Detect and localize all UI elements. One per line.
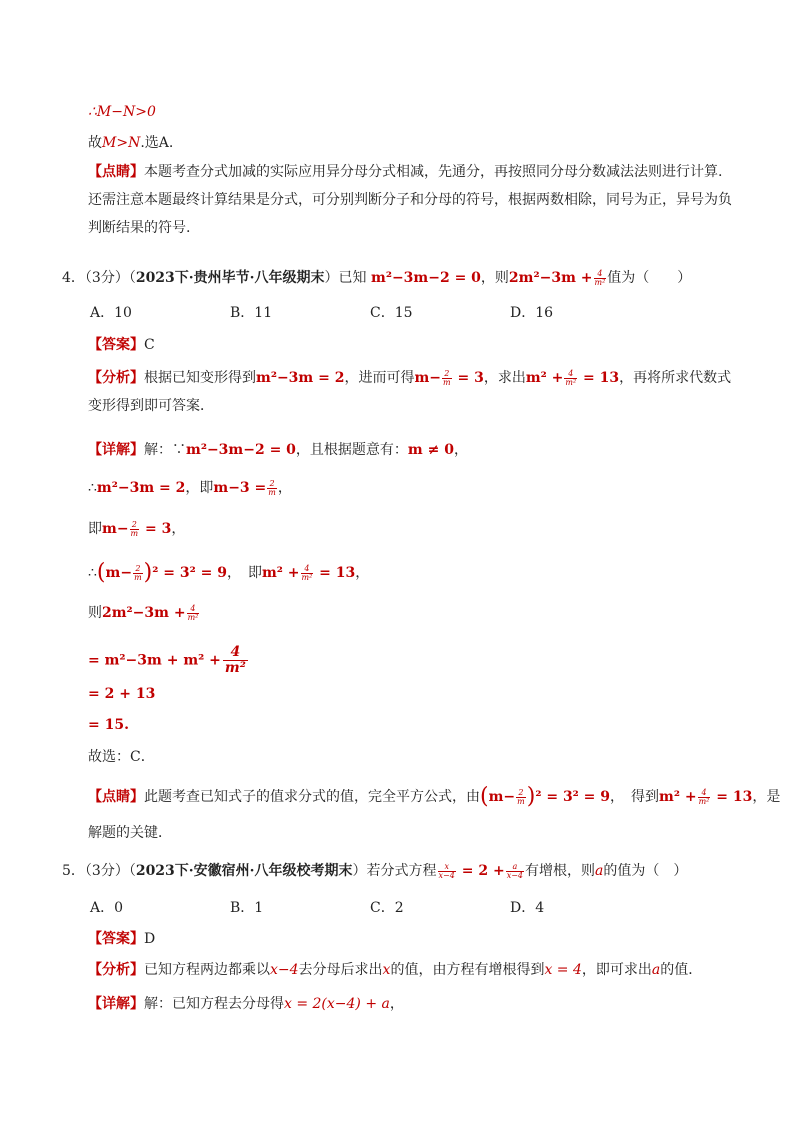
fraction	[130, 521, 140, 538]
denominator: m²	[698, 796, 710, 806]
text: 即	[88, 521, 102, 537]
text: ）若分式方程	[352, 863, 437, 879]
text: ，即	[185, 480, 214, 496]
detail-line-4	[88, 560, 734, 585]
text: 的值，由方程有增根得到	[390, 962, 545, 978]
option-b: B．11	[230, 305, 273, 321]
numerator: x	[438, 863, 456, 872]
text: ，	[171, 521, 186, 537]
comment-paragraph	[88, 158, 734, 242]
math-expr: 2m²−3m +	[102, 605, 186, 621]
detail-line-3	[88, 519, 734, 539]
answer-line-q5	[88, 929, 734, 949]
numerator: 2	[516, 789, 526, 798]
detail-line-9	[88, 747, 734, 767]
question-source: 2023下·安徽宿州·八年级校考期末	[135, 863, 353, 879]
math-expr: m−	[105, 565, 133, 581]
math-expr: x	[382, 962, 391, 978]
math-expr: m²−3m = 2	[256, 370, 345, 386]
denominator: m	[517, 796, 525, 806]
denominator: m	[443, 377, 451, 387]
numerator: 4	[187, 605, 200, 614]
math-expr: a	[651, 962, 661, 978]
tag-label: 【点睛】	[88, 164, 144, 180]
detail-line-6	[88, 645, 734, 676]
text: 值为（ ）	[607, 270, 692, 286]
denominator: m	[130, 528, 139, 538]
answer-value: C	[144, 337, 155, 353]
text: ，即可求出	[581, 962, 652, 978]
math-expr: m−	[102, 521, 129, 537]
math-expr: M>N	[102, 135, 141, 151]
comment-line-q4-2	[88, 823, 734, 843]
text: 的值．	[660, 962, 703, 978]
denominator: m	[134, 572, 142, 582]
math-expr: ² = 3² = 9	[535, 789, 611, 805]
math-expr: a	[595, 863, 604, 879]
answer-line	[88, 335, 734, 355]
text: 的值为（ ）	[603, 863, 688, 879]
paren-right: )	[526, 784, 536, 809]
fraction	[187, 605, 200, 622]
tag-label: 【答案】	[88, 337, 144, 353]
denominator: m²	[301, 572, 313, 582]
text: 故	[88, 135, 102, 151]
text: ，	[453, 442, 468, 458]
numerator: 2	[267, 480, 277, 489]
fraction	[438, 863, 456, 880]
math-expr: = 3	[140, 521, 172, 537]
option-a: A．10	[90, 305, 132, 321]
tag-label: 【详解】	[88, 996, 144, 1012]
math-expr: = 13	[578, 370, 620, 386]
math-expr: m² +	[525, 370, 564, 386]
math-expr: m−3 =	[213, 480, 267, 496]
denominator: m²	[224, 660, 246, 676]
text: 5．（3分）（	[62, 863, 136, 879]
math-expr: m²−3m−2 = 0	[371, 270, 481, 286]
tag-label: 【分析】	[88, 370, 144, 386]
question-4-options	[90, 303, 734, 323]
text: 此题考查已知式子的值求分式的值，完全平方公式，由	[144, 789, 480, 805]
denominator: m²	[594, 277, 606, 287]
numerator: 4	[698, 789, 711, 798]
line-m-minus-n	[88, 102, 734, 122]
analysis-line-q5	[88, 960, 734, 980]
math-expr: x−4	[270, 962, 299, 978]
denominator: m²	[565, 377, 577, 387]
detail-line-5	[88, 603, 734, 623]
text: 根据已知变形得到	[144, 370, 256, 386]
math-expr: x = 2(x−4) + a	[284, 996, 390, 1012]
option-a: A．0	[90, 900, 124, 916]
text: 解：已知方程去分母得	[144, 996, 284, 1012]
option-d: D．4	[510, 900, 545, 916]
numerator: 4	[223, 645, 248, 661]
text: ∴	[88, 480, 97, 496]
detail-line-8	[88, 715, 734, 735]
line-conclusion	[88, 133, 734, 153]
numerator: 2	[133, 565, 143, 574]
text: ， 得到	[610, 789, 660, 805]
numerator: 2	[130, 521, 140, 530]
math-expr: = m²−3m + m² +	[88, 652, 221, 669]
detail-line-2	[88, 478, 734, 498]
numerator: 4	[301, 565, 314, 574]
detail-line-1	[88, 440, 734, 460]
detail-line-q5	[88, 994, 734, 1014]
tag-label: 【分析】	[88, 962, 144, 978]
math-expr: m² +	[659, 789, 697, 805]
fraction	[594, 270, 607, 287]
text: ，	[355, 565, 370, 581]
tag-label: 【答案】	[88, 931, 144, 947]
text: ，是	[752, 789, 781, 805]
question-5-stem	[62, 861, 734, 881]
option-b: B．1	[230, 900, 264, 916]
math-expr: m²−3m−2 = 0	[186, 442, 296, 458]
fraction	[133, 565, 143, 582]
question-4-stem	[62, 268, 734, 288]
paren-left: (	[96, 560, 106, 585]
fraction	[267, 480, 277, 497]
question-source: 2023下·贵州毕节·八年级期末	[135, 270, 325, 286]
math-expr: ² = 3² = 9	[152, 565, 227, 581]
option-c: C．2	[370, 900, 404, 916]
math-expr: = 3	[452, 370, 484, 386]
math-expr: m−	[414, 370, 441, 386]
math-expr: m²−3m = 2	[96, 480, 186, 496]
text: ， 即	[226, 565, 262, 581]
text: 解题的关键．	[88, 825, 172, 841]
text: 4．（3分）（	[62, 270, 136, 286]
text: ，	[277, 480, 292, 496]
option-d: D．16	[510, 305, 554, 321]
text: ，且根据题意有：	[295, 442, 408, 458]
question-5-options	[90, 898, 734, 918]
math-expr: = 13	[711, 789, 753, 805]
text: 故选：C．	[88, 749, 155, 765]
paren-left: (	[480, 784, 489, 809]
text: ，则	[480, 270, 509, 286]
text: 去分母后求出	[298, 962, 383, 978]
text: ，求出	[483, 370, 526, 386]
answer-value: D	[144, 931, 156, 947]
math-expr: = 15.	[88, 717, 129, 733]
numerator: 4	[564, 370, 577, 379]
denominator: x−4	[506, 870, 523, 880]
denominator: m	[268, 487, 276, 497]
text: ，	[389, 996, 404, 1012]
denominator: x−4	[438, 870, 455, 880]
fraction	[516, 789, 526, 806]
denominator: m²	[187, 612, 199, 622]
text: 则	[88, 605, 102, 621]
text: 有增根，则	[525, 863, 595, 879]
fraction	[564, 370, 577, 387]
math-expr: = 2 + 13	[88, 686, 156, 702]
fraction	[223, 645, 248, 676]
detail-line-7	[88, 684, 734, 704]
fraction	[442, 370, 452, 387]
math-expr: = 13	[314, 565, 356, 581]
text: 解：∵	[144, 442, 186, 458]
text: .选A.	[140, 135, 174, 151]
math-expr: ∴M−N>0	[88, 104, 156, 120]
math-expr: 2m²−3m +	[508, 270, 593, 286]
fraction	[506, 863, 524, 880]
text: ，再将所求代数式变形得到即可答案．	[88, 370, 732, 414]
tag-label: 【点睛】	[88, 789, 144, 805]
numerator: 2	[442, 370, 452, 379]
comment-line-q4	[88, 784, 781, 809]
comment-text: 本题考查分式加减的实际应用异分母分式相减，先通分，再按照同分母分数减法法则进行计算.还需注意本题最终计算结果是分式，可分别判断分子和分母的符号，根据两数相除，同号为正，异号为负判断结果的符号.	[88, 164, 732, 236]
text: 已知方程两边都乘以	[144, 962, 270, 978]
analysis-paragraph	[88, 364, 734, 420]
tag-label: 【详解】	[88, 442, 144, 458]
math-expr: = 2 +	[456, 863, 505, 879]
numerator: 4	[594, 270, 607, 279]
math-expr: m−	[488, 789, 516, 805]
text: ）已知	[324, 270, 371, 286]
numerator: a	[506, 863, 524, 872]
text: ，进而可得	[344, 370, 415, 386]
option-c: C．15	[370, 305, 413, 321]
math-expr: x = 4	[544, 962, 582, 978]
paren-right: )	[143, 560, 153, 585]
fraction	[698, 789, 711, 806]
text: ∴	[88, 565, 97, 581]
math-expr: m ≠ 0	[407, 442, 454, 458]
fraction	[301, 565, 314, 582]
math-expr: m² +	[261, 565, 300, 581]
